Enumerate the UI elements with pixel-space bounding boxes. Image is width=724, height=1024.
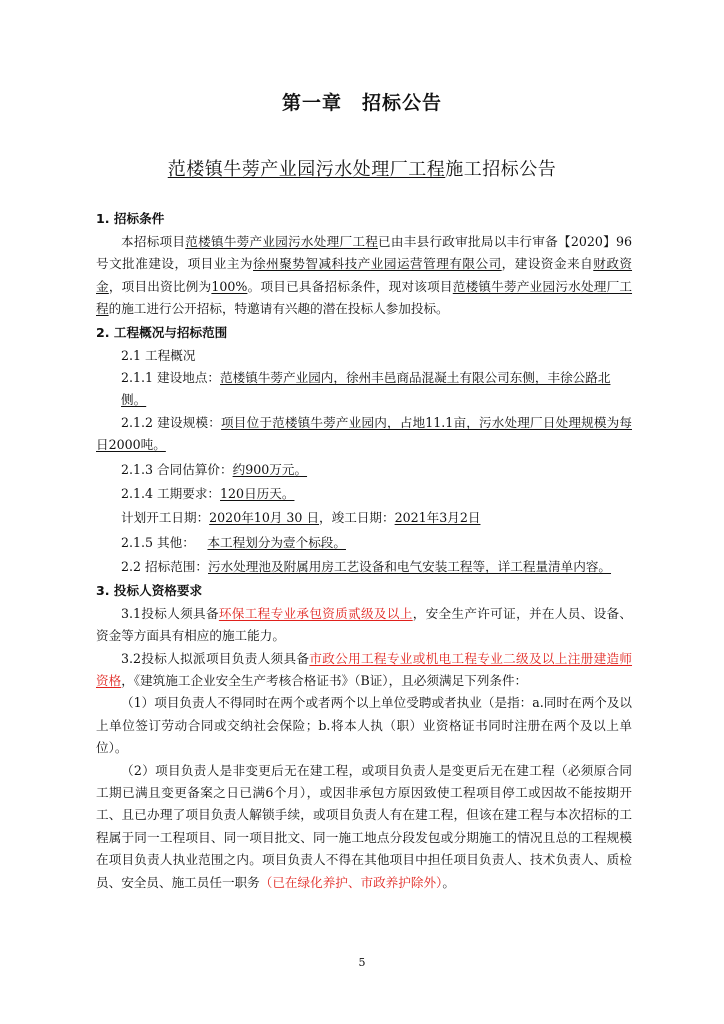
section-heading-1: 1. 招标条件 [96, 211, 165, 226]
project-owner: 徐州聚势智减科技产业园运营管理有限公司 [253, 256, 502, 272]
text-run: 本招标项目 [121, 234, 186, 249]
construction-site-value: 范楼镇牛蒡产业园内，徐州丰邑商品混凝土有限公司东侧，丰徐公路北侧。 [121, 370, 611, 408]
text-run: 3.1投标人须具备 [121, 605, 219, 621]
notice-title [0, 155, 724, 181]
required-qualification: 环保工程专业承包资质贰级及以上 [218, 605, 413, 621]
tender-scope-line [96, 556, 632, 578]
contract-price-line [96, 459, 632, 481]
schedule-line [96, 507, 632, 529]
text-run: 。 [442, 874, 455, 890]
field-label: ，竣工日期： [319, 510, 395, 526]
construction-scale-value: 项目位于范楼镇牛蒡产业园内，占地11.1亩，污水处理厂日处理规模为每日2000吨。 [96, 414, 632, 453]
text-run: 已由丰县行政审批局以丰行审备【2020】96号文批准建设，项目业主为 [96, 234, 633, 272]
field-label: 2.1.1 建设地点： [121, 370, 221, 386]
field-label: 2.1.4 工期要求： [121, 486, 221, 502]
construction-scale-line [96, 412, 632, 457]
end-date: 2021年3月2日 [394, 510, 481, 526]
text-run: 的施工进行公开招标，特邀请有兴趣的潜在投标人参加投标。 [108, 301, 449, 317]
start-date: 2020年10月 30 日 [209, 510, 320, 526]
qualification-3-1 [96, 603, 632, 648]
text-run: （2）项目负责人是非变更后无在建工程，或项目负责人是变更后无在建工程（必须原合同工期已满且变更备案之日已满6个月），或因非承包方原因致使工程项目停工或因故不能按期开工、且已办理了项目负责人解锁手续，或项目负责人有在建工程，但该在建工程与本次招标的工程属于同一工程项目、同一项目批文、同一施工地点分段发包或分期施工的情况且总的工程规模在项目负责人执业范围之内。项目负责人不得在其他项目中担任项目负责人、技术负责人、质检员、安全员、施工员任一职务 [96, 762, 632, 890]
text-run: 3.2投标人拟派项目负责人须具备 [121, 650, 310, 666]
chapter-title: 第一章 招标公告 [281, 92, 442, 114]
condition-2 [96, 760, 632, 894]
page-number: 5 [358, 956, 366, 969]
text-run: ，《建筑施工企业安全生产考核合格证书》（B证），且必须满足下列条件： [121, 672, 528, 688]
notice-title-suffix: 施工招标公告 [445, 159, 557, 180]
text-run: ，安全生产许可证，并在人员、设备、资金等方面具有相应的施工能力。 [96, 605, 633, 644]
field-label: 2.2 招标范围： [121, 559, 209, 575]
text-run: ，项目出资比例为 [108, 278, 212, 294]
tender-conditions-paragraph [96, 231, 632, 321]
other-value: 本工程划分为壹个标段。 [207, 534, 346, 550]
fund-source: 财政资金 [96, 256, 633, 294]
investment-ratio: 100% [211, 278, 248, 294]
text-run: 。项目已具备招标条件，现对该项目 [247, 278, 453, 294]
field-label: 2.1.5 其他： [121, 534, 195, 550]
notice-project-name: 范楼镇牛蒡产业园污水处理厂工程 [167, 159, 446, 180]
duration-line [96, 483, 632, 505]
document-body [96, 207, 632, 894]
project-overview-subheading: 2.1 工程概况 [121, 347, 196, 363]
exception-note: （已在绿化养护、市政养护除外） [259, 874, 443, 890]
required-manager-qualification: 市政公用工程专业或机电工程专业二级及以上注册建造师资格 [96, 650, 633, 688]
contract-price-value: 约900万元。 [232, 461, 308, 477]
tender-scope-value: 污水处理池及附属用房工艺设备和电气安装工程等，详工程量清单内容。 [208, 559, 612, 575]
section-heading-2: 2. 工程概况与招标范围 [96, 324, 228, 340]
other-line [96, 532, 632, 554]
text-run: ，建设资金来自 [501, 256, 594, 272]
field-label: 2.1.2 建设规模： [121, 414, 222, 430]
condition-1: （1）项目负责人不得同时在两个或者两个以上单位受聘或者执业（是指：a.同时在两个及以上单位签订劳动合同或交纳社会保险；b.将本人执（职）业资格证书同时注册在两个及以上单位）。 [96, 695, 632, 756]
project-name: 范楼镇牛蒡产业园污水处理厂工程 [185, 234, 379, 249]
duration-value: 120日历天。 [220, 486, 295, 502]
section-heading-3: 3. 投标人资格要求 [96, 582, 203, 598]
construction-site-line [96, 367, 632, 412]
project-name: 范楼镇牛蒡产业园污水处理厂工程 [96, 278, 633, 317]
field-label: 2.1.3 合同估算价： [121, 461, 233, 477]
field-label: 计划开工日期： [121, 510, 210, 526]
qualification-3-2 [96, 648, 632, 693]
